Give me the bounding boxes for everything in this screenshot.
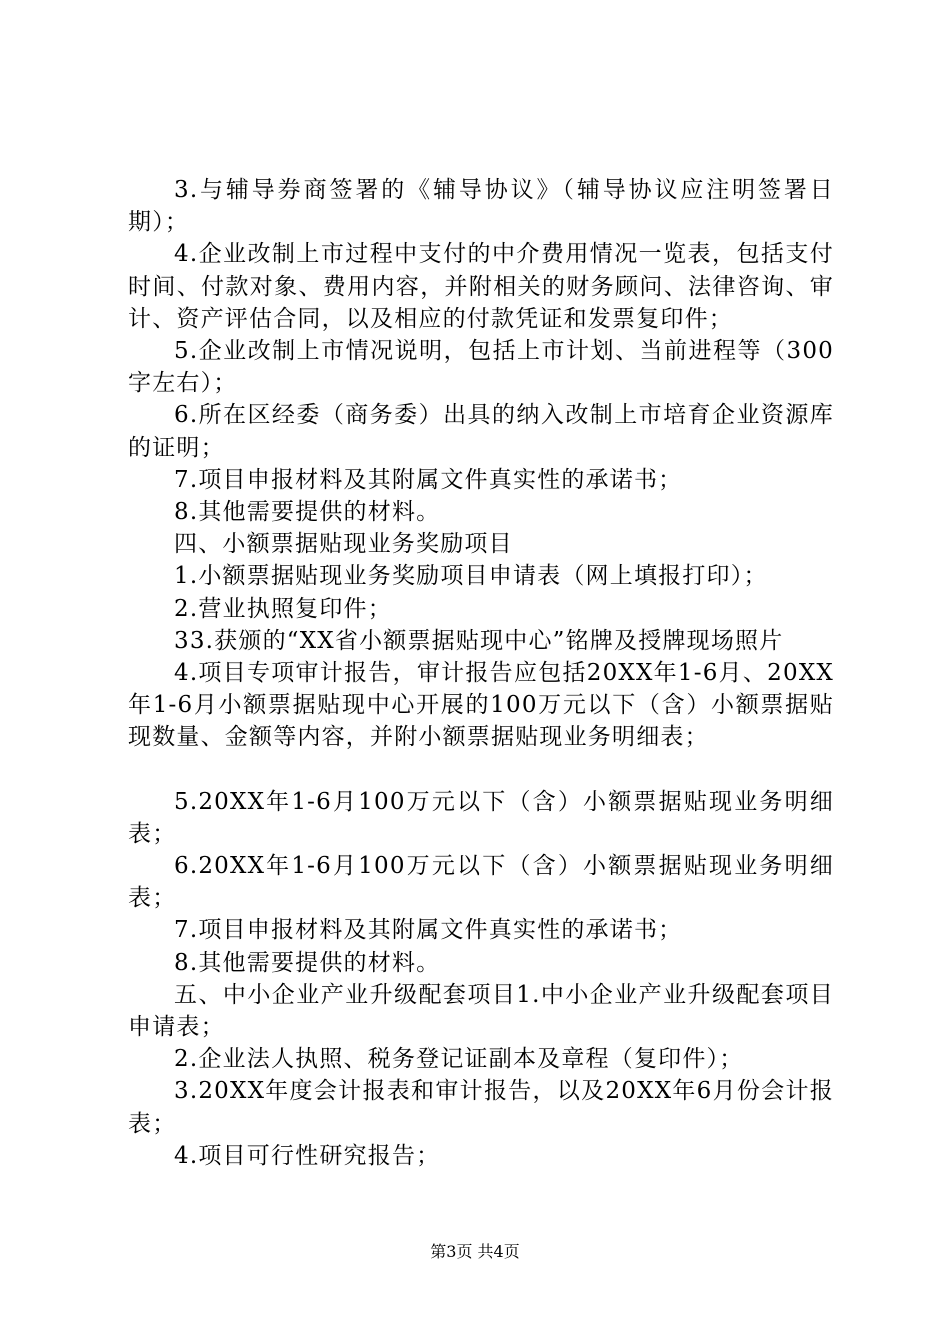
paragraph-item-s4-1: 1.小额票据贴现业务奖励项目申请表（网上填报打印）； [174,563,768,590]
page-footer: 第3页 共4页 [430,1242,520,1261]
paragraph-item-8: 8.其他需要提供的材料。 [174,499,441,526]
paragraph-item-s4-2: 2.营业执照复印件； [174,595,392,622]
section-heading-5: 五、中小企业产业升级配套项目1.中小企业产业升级配套项目申请表； [128,981,834,1041]
paragraph-item-s5-4: 4.项目可行性研究报告； [174,1142,441,1169]
paragraph-item-s5-3: 3.20XX年度会计报表和审计报告，以及20XX年6月份会计报表； [128,1078,834,1137]
section-heading-4: 四、小额票据贴现业务奖励项目 [174,531,513,558]
paragraph-item-s4-8: 8.其他需要提供的材料。 [174,949,441,976]
paragraph-item-5: 5.企业改制上市情况说明，包括上市计划、当前进程等（300字左右）； [128,338,834,397]
paragraph-item-s4-4: 4.项目专项审计报告，审计报告应包括20XX年1-6月、20XX年1-6月小额票据贴现中心开展的100万元以下（含）小额票据贴现数量、金额等内容，并附小额票据贴现业务明细表； [128,660,834,751]
paragraph-item-7: 7.项目申报材料及其附属文件真实性的承诺书； [174,466,683,493]
paragraph-item-s4-7: 7.项目申报材料及其附属文件真实性的承诺书； [174,917,683,944]
paragraph-item-s5-2: 2.企业法人执照、税务登记证副本及章程（复印件）； [174,1046,744,1073]
paragraph-item-3: 3.与辅导券商签署的《辅导协议》（辅导协议应注明签署日期）； [128,177,834,236]
paragraph-item-s4-6: 6.20XX年1-6月100万元以下（含）小额票据贴现业务明细表； [128,853,834,912]
paragraph-item-6: 6.所在区经委（商务委）出具的纳入改制上市培育企业资源库的证明； [128,402,834,461]
paragraph-item-s4-3: 33.获颁的“XX省小额票据贴现中心”铭牌及授牌现场照片 [174,627,784,654]
document-body [128,174,834,1172]
paragraph-item-4: 4.企业改制上市过程中支付的中介费用情况一览表，包括支付时间、付款对象、费用内容，并附相关的财务顾问、法律咨询、审计、资产评估合同，以及相应的付款凭证和发票复印件； [128,241,834,332]
paragraph-item-s4-5: 5.20XX年1-6月100万元以下（含）小额票据贴现业务明细表； [128,788,834,847]
